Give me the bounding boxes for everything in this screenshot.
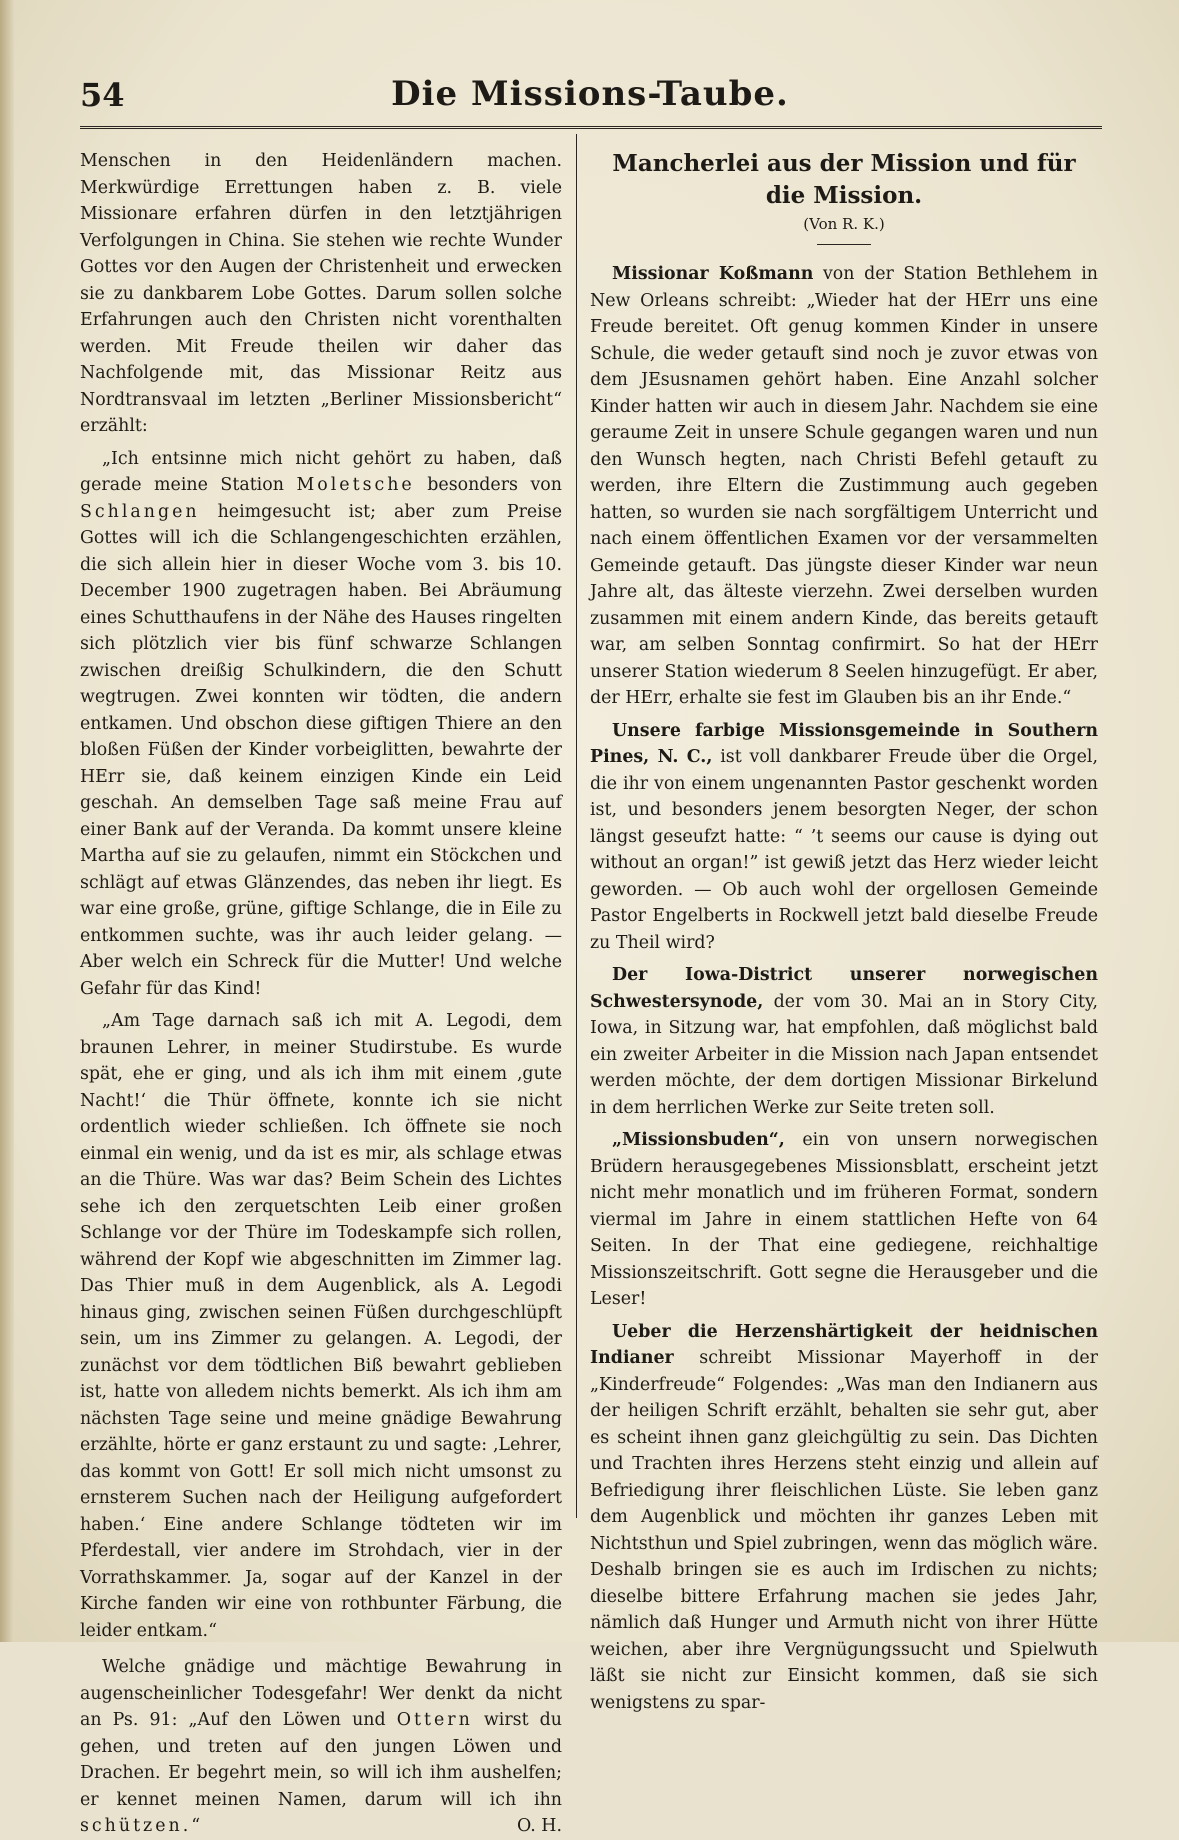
header-rule	[80, 126, 1102, 129]
column-divider	[576, 134, 577, 1518]
station-name: Moletsche	[296, 475, 415, 495]
quote-paragraph-2: „Am Tage darnach saß ich mit A. Legodi, dem braunen Lehrer, in meiner Studirstube. Es wurde spät, ehe er ging, und als ich ihm mit einem ‚gute Nacht!‘ die Thür öffnete, konnte ich sie nicht ordentlich wieder schließen. Ich öffnete sie noch einmal ein wenig, und da ist es mir, als schlage etwas an die Thüre. Was war das? Beim Schein des Lichtes sehe ich den zerquetschten Leib einer großen Schlange vor der Thüre im Todeskampfe sich rollen, während der Kopf wie abgeschnitten im Zimmer lag. Das Thier muß in dem Augenblick, als A. Legodi hinaus ging, zwischen seinen Füßen durchgeschlüpft sein, um ins Zimmer zu gelangen. A. Legodi, der zunächst vor dem tödtlichen Biß bewahrt geblieben ist, hatte von alledem nichts bemerkt. Als ich ihm am nächsten Tage seine und meine gnädige Bewahrung erzählte, hörte er ganz erstaunt zu und sagte: ‚Lehrer, das kommt von Gott! Er soll mich nicht umsonst zu ernsterem Suchen nach der Heiligung aufgefordert haben.‘ Eine andere Schlange tödteten wir im Pferdestall, vier andere im Strohdach, vier in der Vorrathskammer. Ja, sogar auf der Kanzel in der Kirche fanden wir eine von rothbunter Färbung, die leider entkam.“	[80, 1011, 562, 1641]
page-edge-shadow	[0, 0, 14, 1642]
news-item	[590, 1127, 1098, 1313]
page-number: 54	[80, 76, 125, 114]
right-column	[590, 148, 1098, 1716]
otters-word: Ottern	[396, 1710, 473, 1730]
byline: (Von R. K.)	[803, 215, 885, 233]
quote1-post: heimgesucht ist; aber zum Preise Gottes will ich die Schlangengeschichten erzählen, die sich allein hier in dieser Woche vom 3. bis 10. December 1900 zugetragen haben. Bei Abräumung eines Schutthaufens in der Nähe des Hauses ringelten sich plötzlich vier bis fünf schwarze Schlangen zwischen dreißig Schulkindern, die den Schutt wegtrugen. Zwei konnten wir tödten, die andern entkamen. Und obschon diese giftigen Thiere an den bloßen Füßen der Kinder vorbeiglitten, bewahrte der HErr sie, daß keinem einzigen Kinde ein Leid geschah. An demselben Tage saß meine Frau auf einer Bank auf der Veranda. Da kommt unsere kleine Martha auf sie zu gelaufen, nimmt ein Stöckchen und schlägt auf etwas Glänzendes, das neben ihr liegt. Es war eine große, grüne, giftige Schlange, die in Eile zu entkommen suchte, was ihr auch leider gelang. — Aber welch ein Schreck für die Mutter! Und welche Gefahr für das Kind!	[80, 501, 562, 999]
signature: O. H.	[517, 1816, 562, 1836]
journal-title: Die Missions-Taube.	[391, 74, 789, 114]
section-title: Mancherlei aus der Mission und für die Mission.	[612, 150, 1076, 209]
quote1-mid: besonders von	[427, 475, 562, 495]
protect-word: schützen.“	[80, 1816, 204, 1836]
snakes-word: Schlangen	[80, 501, 200, 522]
news-item-text: der vom 30. Mai an in Story City, Iowa, in Sitzung war, hat empfohlen, daß möglichst bald ein zweiter Arbeiter in die Mission nach Japan entsendet werden möchte, der dem dortigen Missionar Birkelund in dem herrlichen Werke zur Seite treten soll.	[590, 991, 1098, 1118]
news-item	[590, 1319, 1098, 1717]
news-item-text: schreibt Missionar Mayerhoff in der „Kinderfreude“ Folgendes: „Was man den Indianern aus der heiligen Schrift erzählt, behalten sie sehr gut, aber es scheint ihnen ganz gleichgültig zu sein. Das Dichten und Trachten ihres Herzens steht einzig und allein auf Befriedigung ihrer fleischlichen Lüste. Sie leben ganz dem Augenblick und möchten ihr ganzes Leben mit Nichtsthun und Spiel zubringen, wenn das möglich wäre. Deshalb bringen sie es auch im Irdischen zu nichts; dieselbe bittere Erfahrung machen sie jedes Jahr, nämlich daß Hunger und Armuth nicht von ihrer Hütte weichen, aber ihre Vergnügungssucht und Spielwuth läßt sie nicht zur Einsicht kommen, daß sie sich wenigstens zu spar-	[590, 1348, 1098, 1713]
quote1-pre: „Ich entsinne mich nicht gehört zu haben, daß gerade meine Station	[80, 448, 562, 495]
news-item	[590, 261, 1098, 712]
news-item-lead: Missionar Koßmann	[612, 264, 814, 284]
quote-paragraph-1	[80, 446, 562, 1003]
closing-mid: wirst du gehen, und treten auf den jungen Löwen und Drachen. Er begehrt mein, so will ich ihm aushelfen; er kennet meinen Namen, darum will ich ihn	[80, 1710, 562, 1810]
news-item-lead: Ueber die Herzenshärtigkeit der heidnischen Indianer	[590, 1321, 1098, 1368]
news-item-text: ein von unsern norwegischen Brüdern herausgegebenes Missionsblatt, erscheint jetzt nicht mehr monatlich und im früheren Format, sondern viermal im Jahre in einem stattlichen Hefte von 64 Seiten. In der That eine gediegene, reichhaltige Missionszeitschrift. Gott segne die Herausgeber und die Leser!	[590, 1130, 1098, 1309]
intro-paragraph: Menschen in den Heidenländern machen. Merkwürdige Errettungen haben z. B. viele Missionare erfahren dürfen in den letztjährigen Verfolgungen in China. Sie stehen wie rechte Wunder Gottes vor den Augen der Christenheit und erwecken sie zu dankbarem Lobe Gottes. Darum sollen solche Erfahrungen auch den Christen nicht vorenthalten werden. Mit Freude theilen wir daher das Nachfolgende mit, das Missionar Reitz aus Nordtransvaal im letzten „Berliner Missionsbericht“ erzählt:	[80, 151, 562, 436]
news-item-lead: Der Iowa-District unserer norwegischen Schwestersynode,	[590, 965, 1098, 1012]
closing-paragraph	[80, 1654, 562, 1840]
news-item-lead: Unsere farbige Missionsgemeinde in Southern Pines, N. C.,	[590, 720, 1098, 767]
news-item-lead: „Missionsbuden“,	[612, 1130, 785, 1150]
news-item	[590, 962, 1098, 1121]
news-item-text: ist voll dankbarer Freude über die Orgel, die ihr von einem ungenannten Pastor geschenkt worden ist, und besonders jenem besorgten Neger, der schon längst geseufzt hatte: “ ’t seems our cause is dying out without an organ!” ist gewiß jetzt das Herz wieder leicht geworden. — Ob auch wohl der orgellosen Gemeinde Pastor Engelberts in Rockwell jetzt bald dieselbe Freude zu Theil wird?	[590, 747, 1099, 953]
news-item-text: von der Station Bethlehem in New Orleans schreibt: „Wieder hat der HErr uns eine Freude bereitet. Oft genug kommen Kinder in unsere Schule, die weder getauft sind noch je zuvor etwas von dem JEsusnamen gehört haben. Eine Anzahl solcher Kinder hatten wir auch in diesem Jahr. Nachdem sie eine geraume Zeit in unsere Schule gegangen waren und nun den Wunsch hegten, nach Christi Befehl getauft zu werden, ihre Eltern die Zustimmung auch gegeben hatten, so wurden sie nach sorgfältigem Unterricht und nach einem öffentlichen Examen vor der versammelten Gemeinde getauft. Das jüngste dieser Kinder war neun Jahre alt, das älteste vierzehn. Zwei derselben wurden zusammen mit einem andern Kinde, das bereits getauft war, am selben Sonntag confirmirt. So hat der HErr unserer Station wiederum 8 Seelen hinzugefügt. Er aber, der HErr, erhalte sie fest im Glauben bis an ihr Ende.“	[590, 264, 1098, 708]
page-header	[80, 72, 1100, 132]
closing-pre: Welche gnädige und mächtige Bewahrung in augenscheinlicher Todesgefahr! Wer denkt da nicht an Ps. 91: „Auf den Löwen und	[80, 1657, 562, 1730]
section-rule	[817, 244, 871, 245]
news-item	[590, 718, 1098, 957]
left-column	[80, 148, 562, 1840]
